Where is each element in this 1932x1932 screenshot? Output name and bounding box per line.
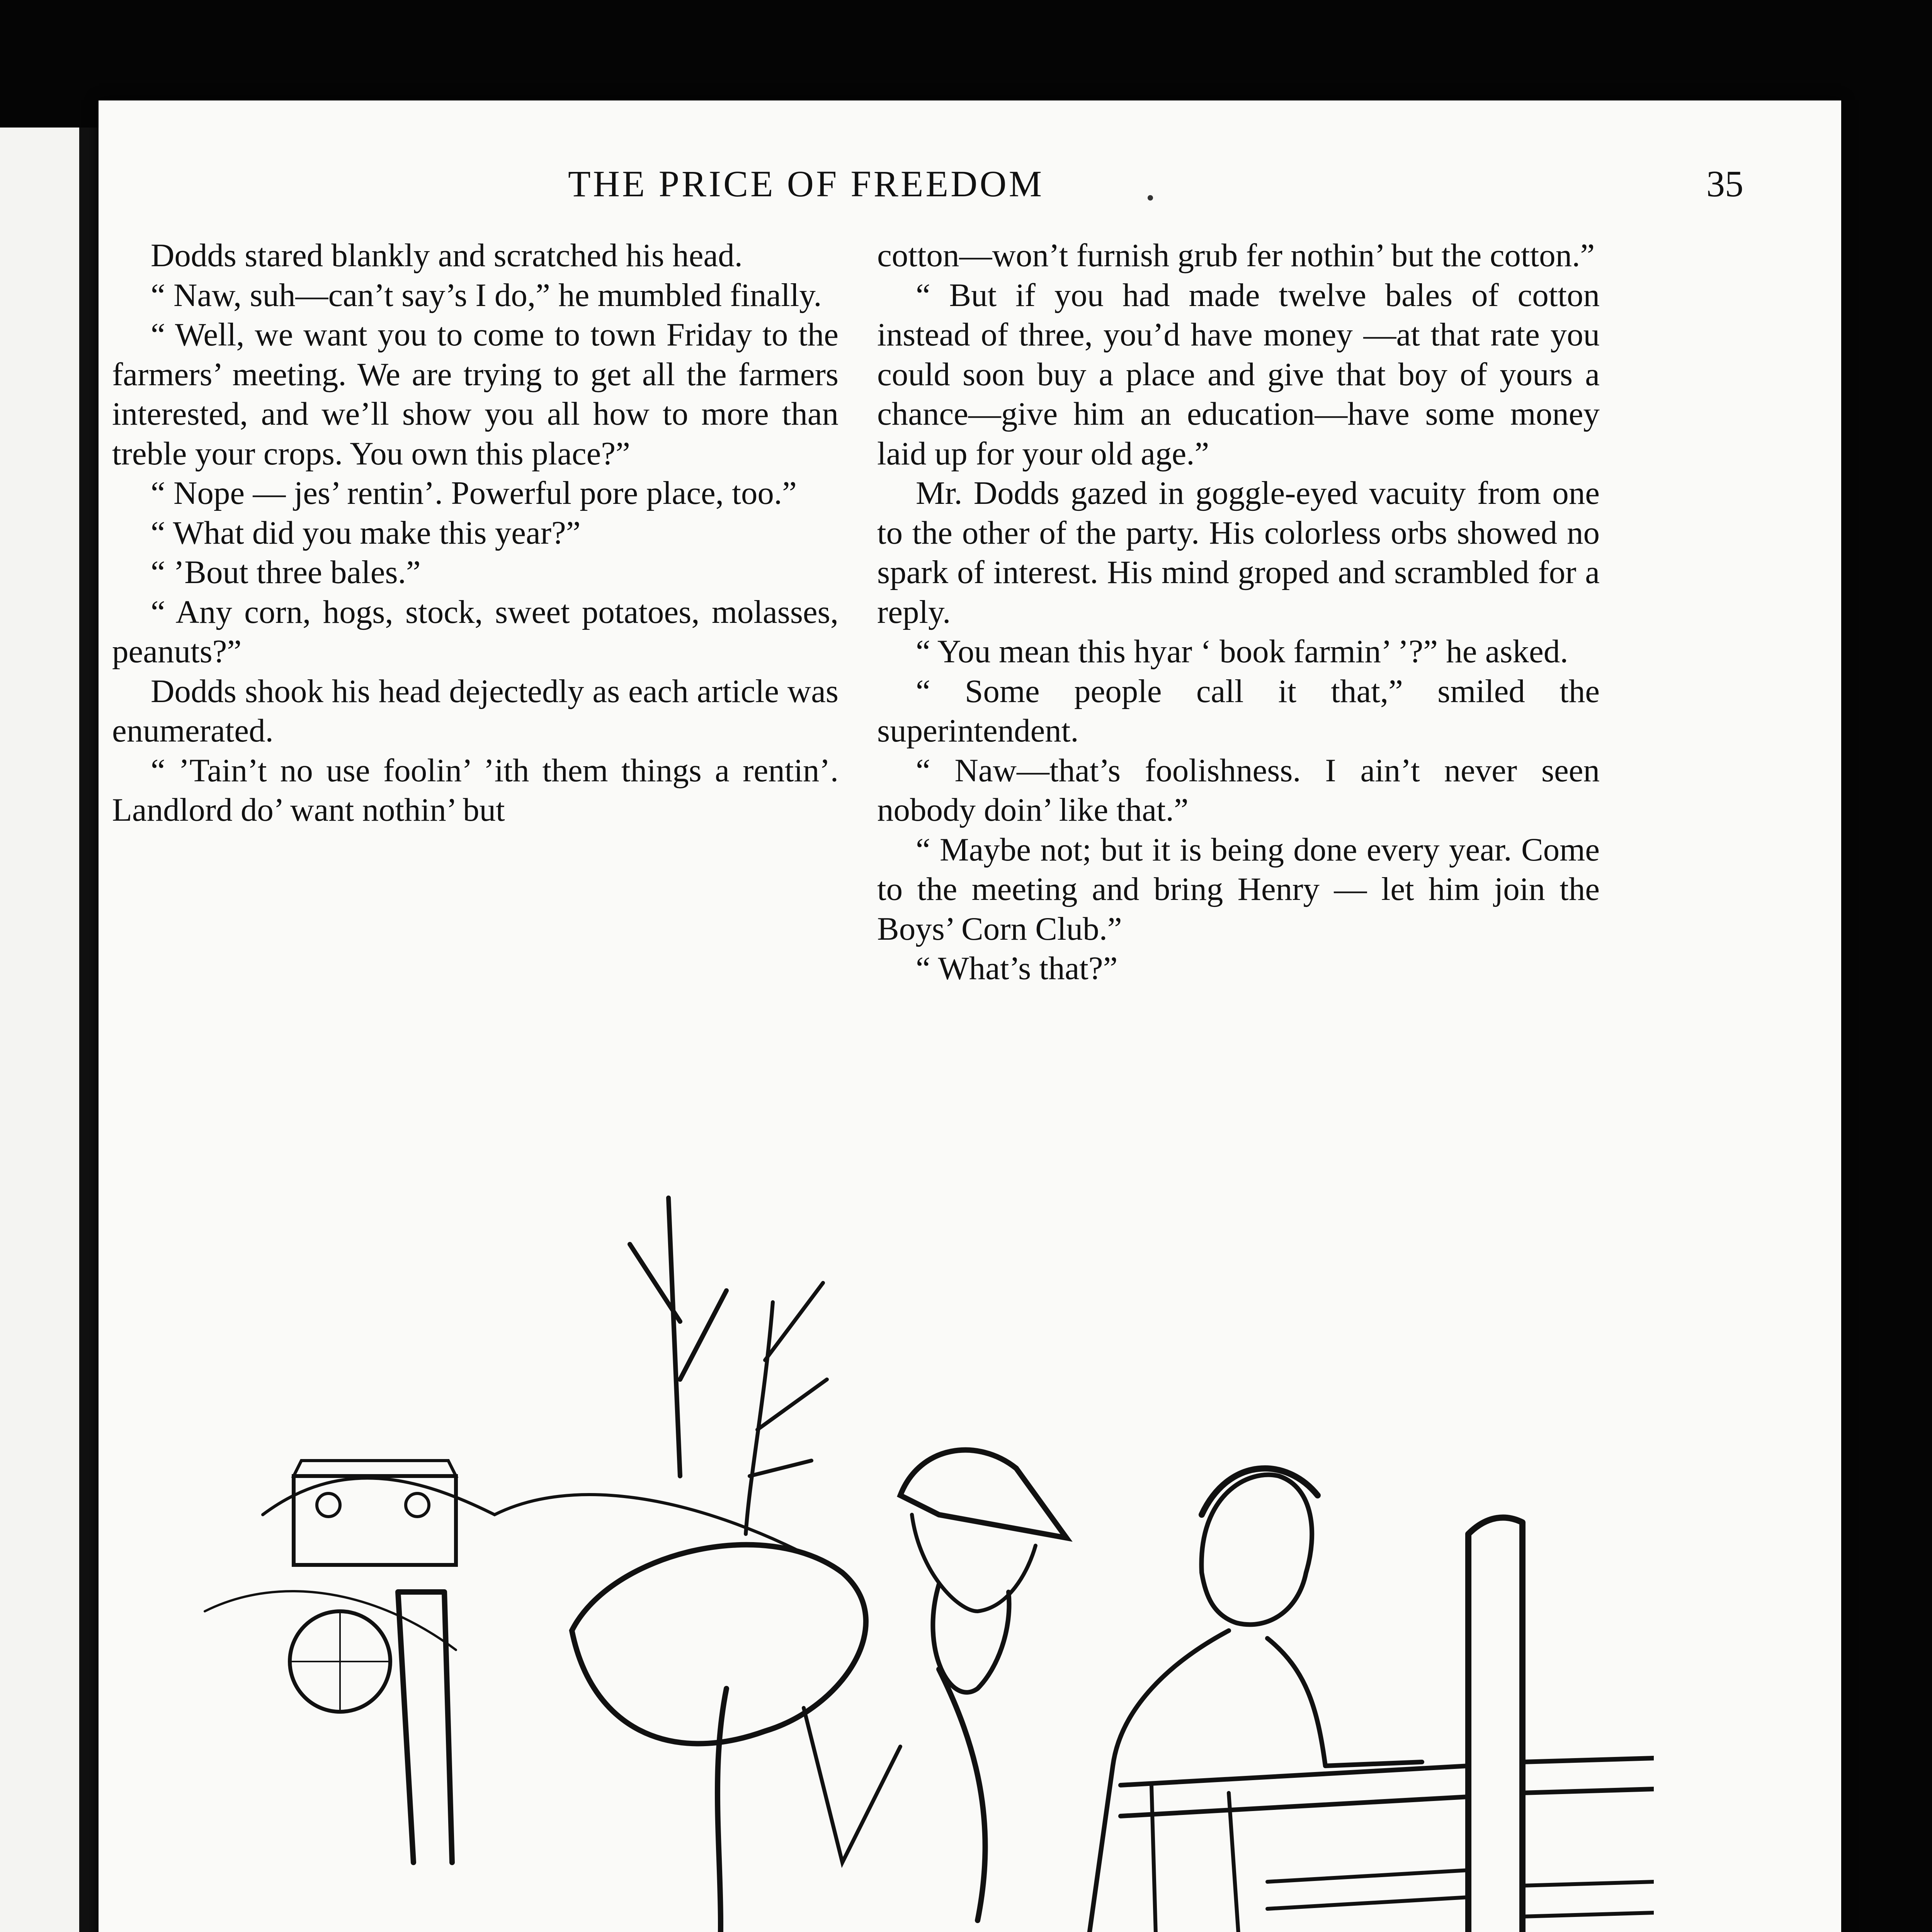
running-title: THE PRICE OF FREEDOM <box>568 163 1044 204</box>
paragraph: “ What’s that?” <box>916 950 1118 986</box>
paragraph: “ Naw—that’s foolishness. I ain’t never seen nobody doin’ like that.” <box>877 752 1600 828</box>
paragraph: “ ’Bout three bales.” <box>151 554 421 590</box>
paragraph: “ Well, we want you to come to town Friday to the farmers’ meeting. We are trying to get all the farmers interested, and we’ll show you all how to more than treble your crops. You own this place?” <box>112 316 838 472</box>
page-gutter <box>79 128 99 1932</box>
paragraph: Dodds stared blankly and scratched his head. <box>151 237 743 274</box>
pen-and-ink-illustration <box>147 1128 1654 1932</box>
page-header <box>0 147 1932 209</box>
paragraph: “ Some people call it that,” smiled the superintendent. <box>877 673 1600 749</box>
paragraph: Mr. Dodds gazed in goggle-eyed vacuity from one to the other of the party. His colorless orbs showed no spark of interest. His mind groped and scrambled for a reply. <box>877 475 1600 630</box>
paragraph: “ Nope — jes’ rentin’. Powerful pore place, too.” <box>151 475 797 511</box>
paragraph: “ But if you had made twelve bales of cotton instead of three, you’d have money —at that rate you could soon buy a place and give that boy of yours a chance—give him an education—have some money laid up for your old age.” <box>877 277 1600 472</box>
page-number: 35 <box>1706 163 1743 204</box>
paragraph: “ ’Tain’t no use foolin’ ’ith them things a rentin’. Landlord do’ want nothin’ but <box>112 752 838 828</box>
paragraph-continued: cotton—won’t furnish grub fer nothin’ but the cotton.” <box>877 237 1595 274</box>
previous-page-edge <box>0 128 79 1932</box>
paragraph: “ Naw, suh—can’t say’s I do,” he mumbled finally. <box>151 277 822 313</box>
paragraph: “ What did you make this year?” <box>151 514 581 551</box>
text-column-left <box>112 236 838 1117</box>
illustration-drawing <box>147 1128 1654 1932</box>
paragraph: “ You mean this hyar ‘ book farmin’ ’?” he asked. <box>916 633 1568 670</box>
paragraph: Dodds shook his head dejectedly as each article was enumerated. <box>112 673 838 749</box>
paragraph: “ Maybe not; but it is being done every year. Come to the meeting and bring Henry — let him join the Boys’ Corn Club.” <box>877 831 1600 947</box>
paragraph: “ Any corn, hogs, stock, sweet potatoes, molasses, peanuts?” <box>112 594 838 670</box>
